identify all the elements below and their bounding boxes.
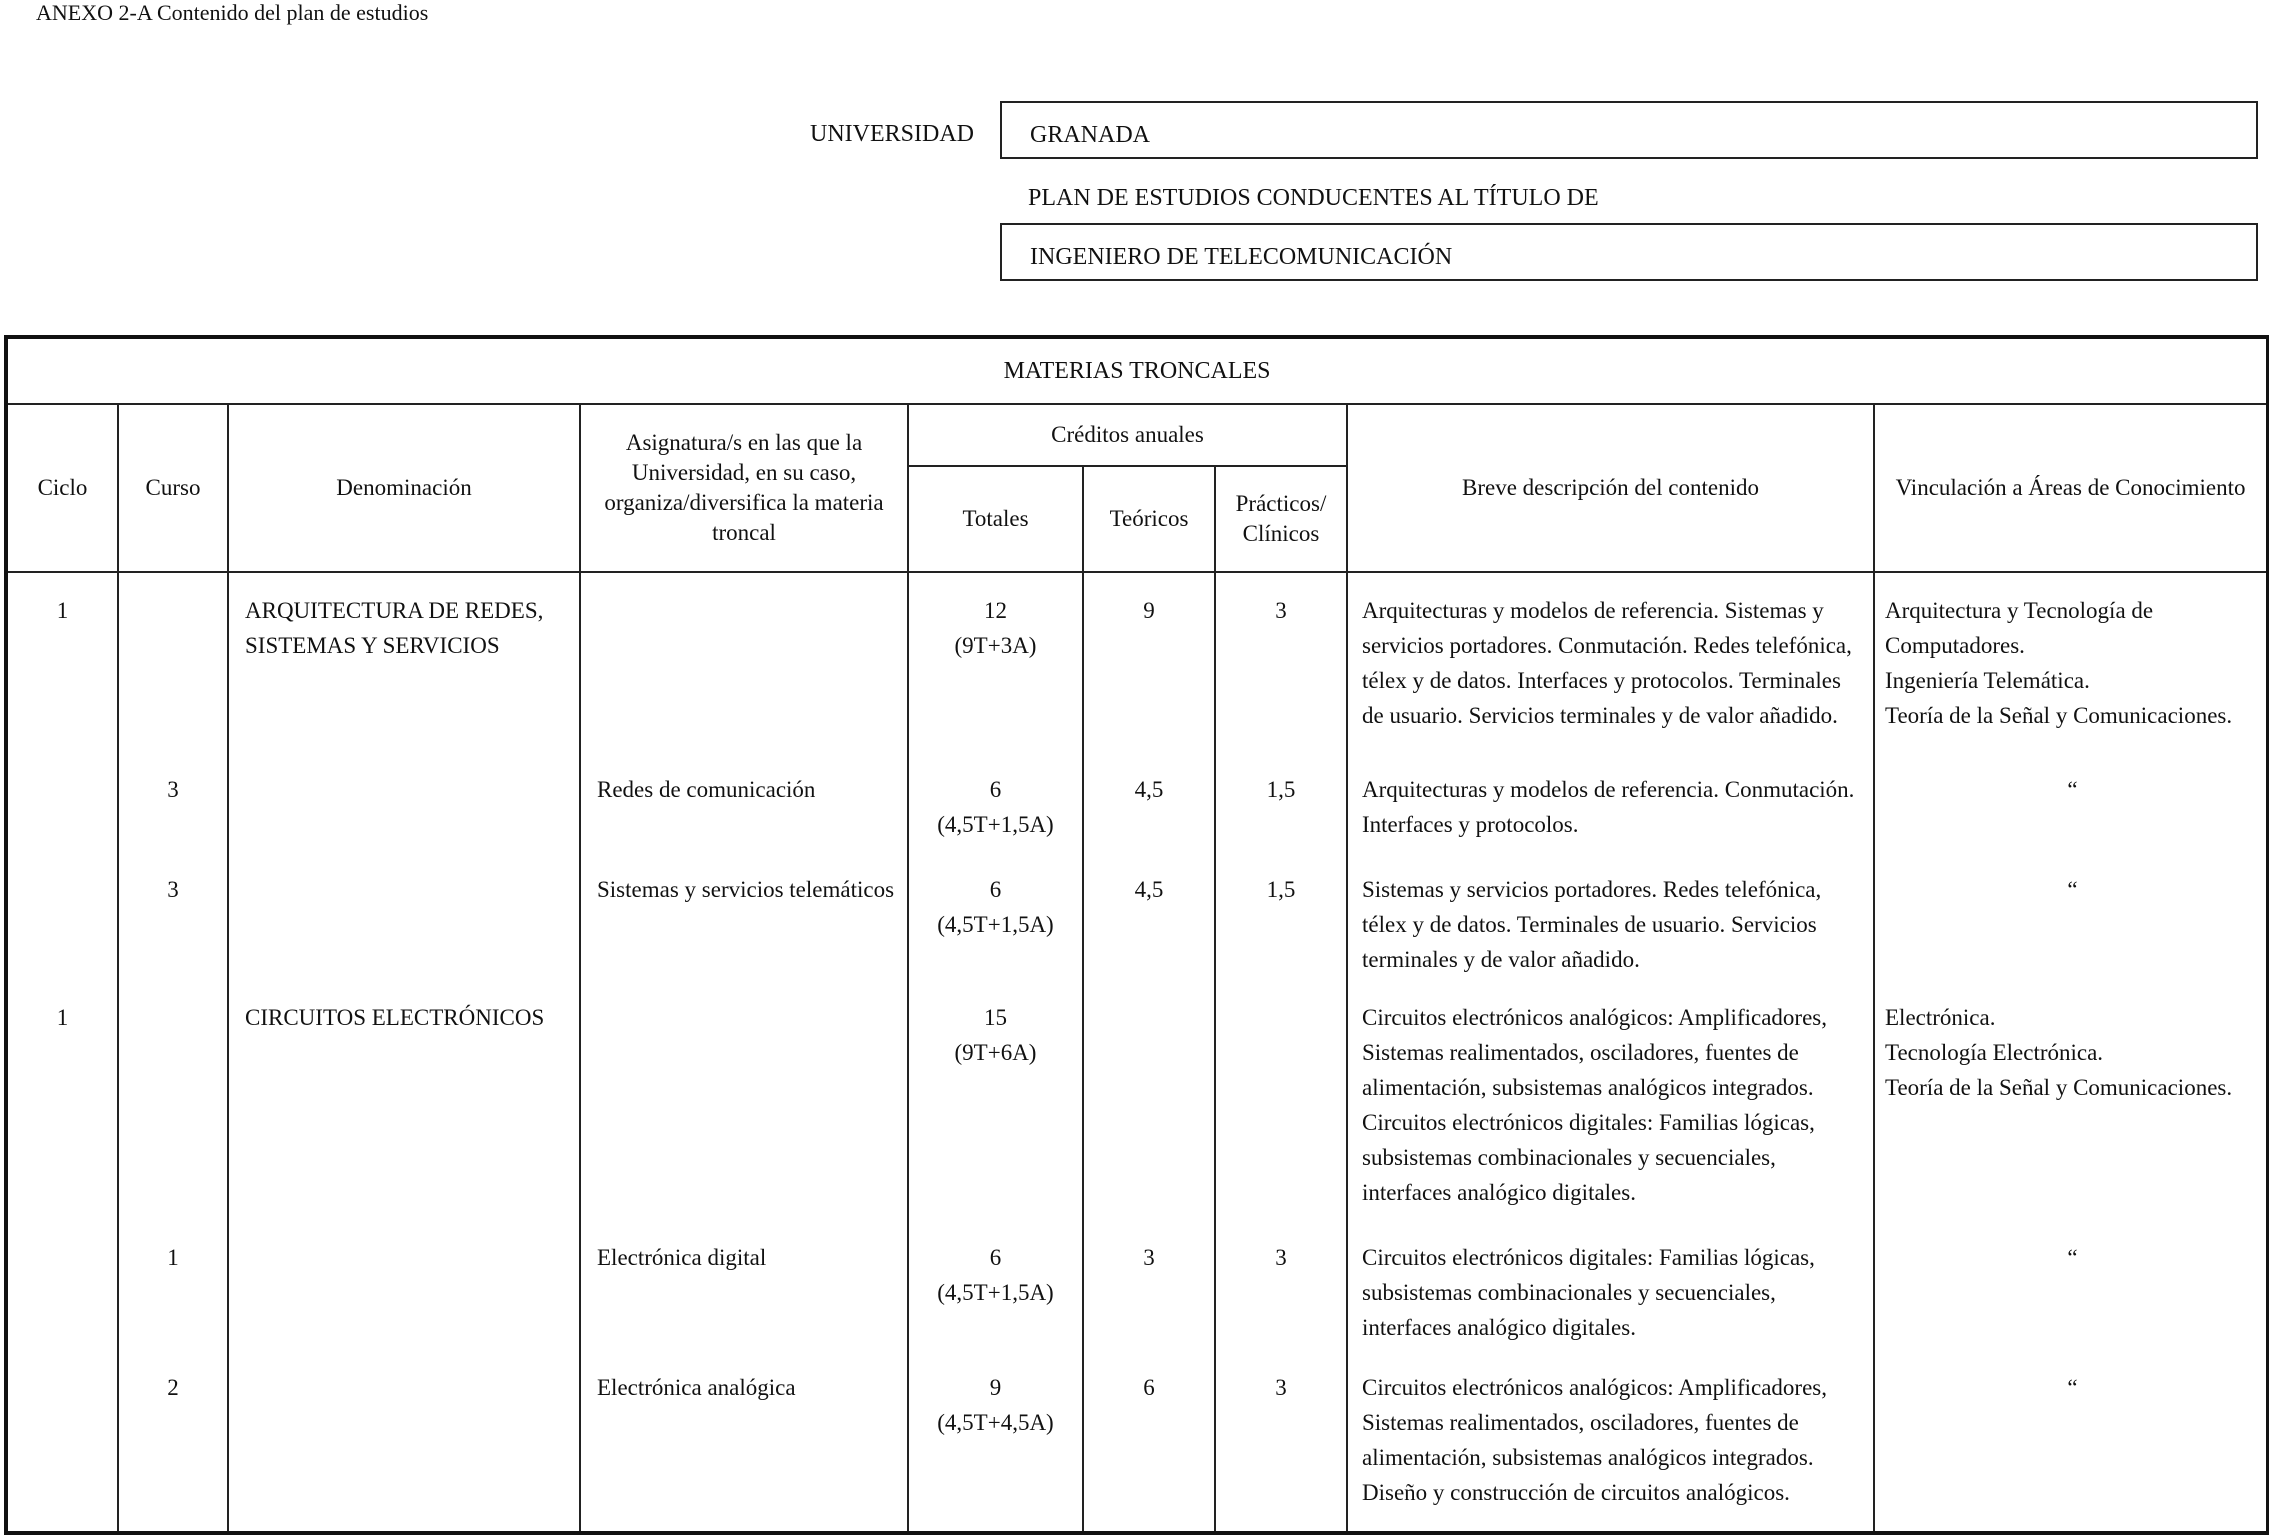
cell-asignatura [580, 1000, 908, 1240]
cell-totales-detail: (9T+3A) [954, 633, 1037, 658]
cell-denominacion: ARQUITECTURA DE REDES, SISTEMAS Y SERVICIOS [228, 572, 580, 772]
cell-totales-detail: (4,5T+4,5A) [937, 1410, 1054, 1435]
cell-ciclo [6, 772, 118, 872]
col-header-asignatura: Asignatura/s en las que la Universidad, en su caso, organiza/diversifica la materia troncal [580, 404, 908, 572]
plan-label: PLAN DE ESTUDIOS CONDUCENTES AL TÍTULO DE [1028, 185, 1599, 211]
col-header-practicos: Prácticos/ Clínicos [1215, 466, 1347, 572]
table-row [6, 1000, 2268, 1240]
area-item: Ingeniería Telemática. [1885, 668, 2090, 693]
cell-totales-detail: (4,5T+1,5A) [937, 1280, 1054, 1305]
col-header-descripcion: Breve descripción del contenido [1347, 404, 1874, 572]
col-header-totales: Totales [908, 466, 1083, 572]
col-header-curso: Curso [118, 404, 228, 572]
cell-curso [118, 1000, 228, 1240]
cell-practicos: 3 [1215, 1240, 1347, 1370]
area-item: Teoría de la Señal y Comunicaciones. [1885, 1075, 2233, 1100]
cell-teoricos: 4,5 [1083, 872, 1215, 1000]
ditto-mark: “ [2067, 1245, 2078, 1270]
area-item: Tecnología Electrónica. [1885, 1040, 2104, 1065]
table-body [6, 572, 2268, 1533]
cell-descripcion: Arquitecturas y modelos de referencia. Sistemas y servicios portadores. Conmutación. Redes telefónica, télex y de datos. Interfaces y protocolos. Terminales de usuario. Servicios terminales y de valor añadido. [1347, 572, 1874, 772]
cell-asignatura: Sistemas y servicios telemáticos [580, 872, 908, 1000]
cell-vinculacion [1874, 572, 2268, 772]
cell-descripcion: Circuitos electrónicos analógicos: Amplificadores, Sistemas realimentados, osciladores, fuentes de alimentación, subsistemas analógicos integrados. Diseño y construcción de circuitos analógicos. [1347, 1370, 1874, 1533]
cell-totales-detail: (4,5T+1,5A) [937, 812, 1054, 837]
cell-ciclo: 1 [6, 572, 118, 772]
university-field [1000, 101, 2258, 159]
cell-ciclo: 1 [6, 1000, 118, 1240]
table-row [6, 872, 2268, 1000]
cell-ciclo [6, 1240, 118, 1370]
col-header-vinculacion: Vinculación a Áreas de Conocimiento [1874, 404, 2268, 572]
cell-practicos: 1,5 [1215, 772, 1347, 872]
cell-curso: 3 [118, 872, 228, 1000]
table-row [6, 1240, 2268, 1370]
cell-totales [908, 772, 1083, 872]
cell-curso: 2 [118, 1370, 228, 1533]
cell-totales-value: 9 [989, 1375, 1002, 1400]
ditto-mark: “ [2067, 877, 2078, 902]
cell-vinculacion [1874, 1000, 2268, 1240]
col-header-creditos: Créditos anuales [908, 404, 1347, 466]
col-header-denominacion: Denominación [228, 404, 580, 572]
degree-value: INGENIERO DE TELECOMUNICACIÓN [1030, 244, 1453, 270]
cell-curso [118, 572, 228, 772]
cell-totales-detail: (9T+6A) [954, 1040, 1037, 1065]
cell-totales-value: 12 [984, 598, 1007, 623]
cell-teoricos: 6 [1083, 1370, 1215, 1533]
ditto-mark: “ [2067, 777, 2078, 802]
cell-denominacion [228, 872, 580, 1000]
table-row [6, 772, 2268, 872]
cell-practicos: 1,5 [1215, 872, 1347, 1000]
cell-totales [908, 572, 1083, 772]
cell-vinculacion [1874, 872, 2268, 1000]
cell-practicos: 3 [1215, 572, 1347, 772]
cell-teoricos: 3 [1083, 1240, 1215, 1370]
table-row [6, 572, 2268, 772]
cell-asignatura: Electrónica digital [580, 1240, 908, 1370]
university-label: UNIVERSIDAD [810, 121, 974, 147]
cell-ciclo [6, 872, 118, 1000]
cell-teoricos: 4,5 [1083, 772, 1215, 872]
cell-practicos [1215, 1000, 1347, 1240]
cell-denominacion [228, 1240, 580, 1370]
cell-totales-value: 15 [984, 1005, 1007, 1030]
cell-denominacion [228, 1370, 580, 1533]
cell-curso: 3 [118, 772, 228, 872]
cell-totales [908, 1370, 1083, 1533]
cell-descripcion: Arquitecturas y modelos de referencia. Conmutación. Interfaces y protocolos. [1347, 772, 1874, 872]
cell-ciclo [6, 1370, 118, 1533]
degree-field [1000, 223, 2258, 281]
cell-totales [908, 1240, 1083, 1370]
cell-vinculacion [1874, 1370, 2268, 1533]
cell-asignatura: Electrónica analógica [580, 1370, 908, 1533]
cell-denominacion: CIRCUITOS ELECTRÓNICOS [228, 1000, 580, 1240]
col-header-teoricos: Teóricos [1083, 466, 1215, 572]
area-item: Arquitectura y Tecnología de Computadores. [1885, 598, 2154, 658]
cell-asignatura [580, 572, 908, 772]
cell-totales-value: 6 [989, 777, 1002, 802]
col-header-ciclo: Ciclo [6, 404, 118, 572]
cell-descripcion: Sistemas y servicios portadores. Redes telefónica, télex y de datos. Terminales de usuario. Servicios terminales y de valor añadido. [1347, 872, 1874, 1000]
area-item: Electrónica. [1885, 1005, 1996, 1030]
cell-asignatura: Redes de comunicación [580, 772, 908, 872]
cell-totales-detail: (4,5T+1,5A) [937, 912, 1054, 937]
cell-curso: 1 [118, 1240, 228, 1370]
cell-descripcion: Circuitos electrónicos analógicos: Amplificadores, Sistemas realimentados, osciladores, fuentes de alimentación, subsistemas analógicos integrados. Circuitos electrónicos digitales: Familias lógicas, subsistemas combinacionales y secuenciales, interfaces analógico digitales. [1347, 1000, 1874, 1240]
table-banner: MATERIAS TRONCALES [6, 337, 2268, 404]
ditto-mark: “ [2067, 1375, 2078, 1400]
cell-totales [908, 1000, 1083, 1240]
cell-descripcion: Circuitos electrónicos digitales: Familias lógicas, subsistemas combinacionales y secuenciales, interfaces analógico digitales. [1347, 1240, 1874, 1370]
cell-totales-value: 6 [989, 877, 1002, 902]
cell-totales [908, 872, 1083, 1000]
cell-vinculacion [1874, 772, 2268, 872]
area-item: Teoría de la Señal y Comunicaciones. [1885, 703, 2233, 728]
curriculum-table [4, 335, 2269, 1535]
university-value: GRANADA [1030, 122, 1150, 148]
cell-denominacion [228, 772, 580, 872]
annex-title: ANEXO 2-A Contenido del plan de estudios [36, 0, 429, 25]
cell-totales-value: 6 [989, 1245, 1002, 1270]
table-row [6, 1370, 2268, 1533]
cell-teoricos: 9 [1083, 572, 1215, 772]
cell-teoricos [1083, 1000, 1215, 1240]
cell-practicos: 3 [1215, 1370, 1347, 1533]
cell-vinculacion [1874, 1240, 2268, 1370]
